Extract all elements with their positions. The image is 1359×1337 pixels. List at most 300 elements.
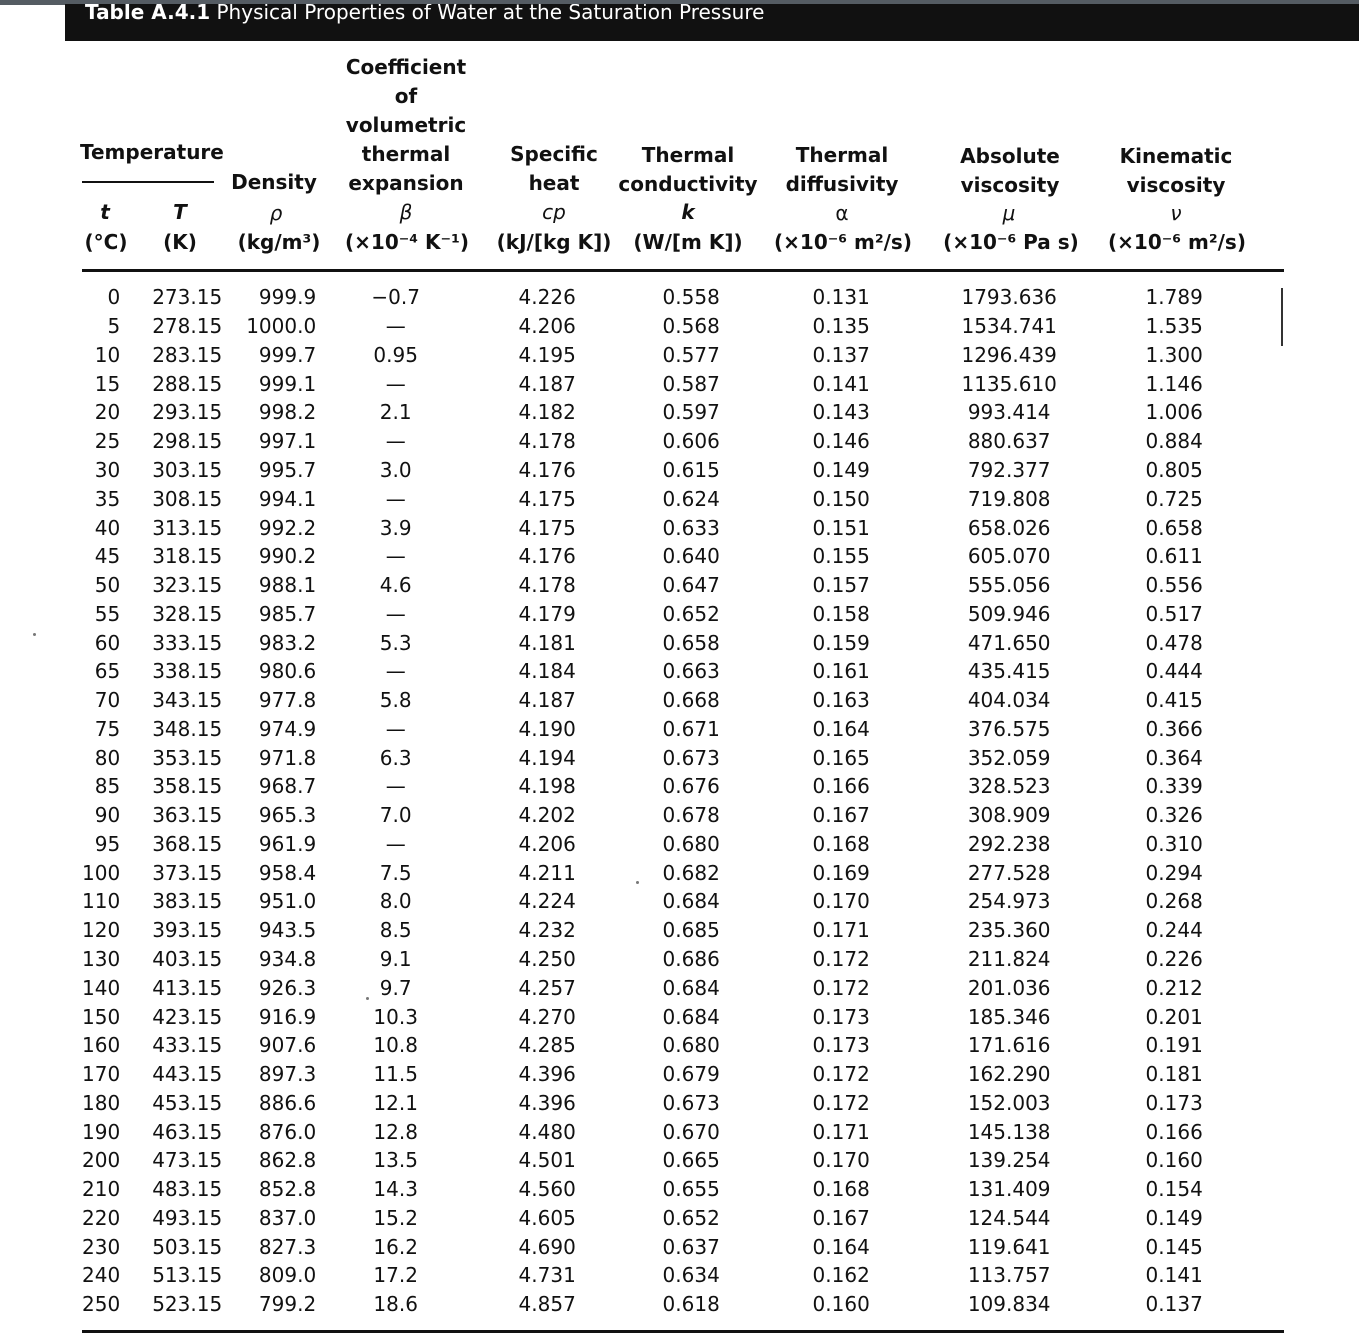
cell-t-celsius: 75 <box>94 716 121 741</box>
cell-density: 961.9 <box>258 831 317 856</box>
cell-abs-viscosity: 404.034 <box>967 688 1051 713</box>
cell-t-celsius: 45 <box>94 544 121 569</box>
cell-expansion: 12.8 <box>373 1119 418 1144</box>
header-thermal-diffusivity-line2: diffusivity <box>785 172 899 196</box>
cell-specific-heat: 4.224 <box>518 889 576 914</box>
table-row <box>82 1290 1249 1319</box>
header-specific-heat-line1: Specific <box>510 142 598 166</box>
cell-abs-viscosity: 880.637 <box>967 429 1051 454</box>
cell-kin-viscosity: 0.725 <box>1145 486 1203 511</box>
cell-T-kelvin: 318.15 <box>152 544 223 569</box>
symbol-t: t <box>100 200 110 224</box>
cell-diffusivity: 0.167 <box>812 1205 870 1230</box>
cell-diffusivity: 0.169 <box>812 860 870 885</box>
cell-expansion: — <box>385 716 406 741</box>
unit-beta: (×10⁻⁴ K⁻¹) <box>345 230 469 254</box>
cell-T-kelvin: 348.15 <box>152 716 223 741</box>
table-row <box>82 973 1249 1002</box>
cell-t-celsius: 220 <box>82 1205 121 1230</box>
cell-specific-heat: 4.187 <box>518 688 576 713</box>
cell-conductivity: 0.652 <box>662 1205 720 1230</box>
cell-conductivity: 0.685 <box>662 918 720 943</box>
table-row <box>82 628 1249 657</box>
cell-t-celsius: 50 <box>94 573 121 598</box>
cell-abs-viscosity: 658.026 <box>967 515 1051 540</box>
cell-conductivity: 0.577 <box>662 342 720 367</box>
cell-kin-viscosity: 1.006 <box>1145 400 1203 425</box>
cell-abs-viscosity: 328.523 <box>967 774 1051 799</box>
cell-specific-heat: 4.560 <box>518 1177 576 1202</box>
cell-abs-viscosity: 211.824 <box>967 946 1051 971</box>
cell-conductivity: 0.597 <box>662 400 720 425</box>
header-kinematic-viscosity-line2: viscosity <box>1126 173 1226 197</box>
cell-T-kelvin: 363.15 <box>152 803 223 828</box>
cell-abs-viscosity: 352.059 <box>967 745 1051 770</box>
cell-expansion: 5.8 <box>379 688 412 713</box>
cell-T-kelvin: 373.15 <box>152 860 223 885</box>
cell-t-celsius: 240 <box>82 1263 121 1288</box>
cell-specific-heat: 4.187 <box>518 371 576 396</box>
table-row <box>82 1117 1249 1146</box>
cell-diffusivity: 0.151 <box>812 515 870 540</box>
table-row <box>82 1002 1249 1031</box>
cell-expansion: 5.3 <box>379 630 412 655</box>
cell-abs-viscosity: 993.414 <box>967 400 1051 425</box>
cell-specific-heat: 4.480 <box>518 1119 576 1144</box>
cell-conductivity: 0.634 <box>662 1263 720 1288</box>
cell-expansion: — <box>385 774 406 799</box>
symbol-rho: ρ <box>269 201 283 225</box>
cell-expansion: 8.5 <box>379 918 412 943</box>
cell-T-kelvin: 423.15 <box>152 1004 223 1029</box>
header-coefficient-line4: thermal <box>361 142 451 166</box>
cell-specific-heat: 4.605 <box>518 1205 576 1230</box>
cell-diffusivity: 0.143 <box>812 400 870 425</box>
cell-specific-heat: 4.270 <box>518 1004 576 1029</box>
cell-conductivity: 0.558 <box>662 285 720 310</box>
cell-specific-heat: 4.857 <box>518 1292 576 1317</box>
cell-density: 985.7 <box>258 601 317 626</box>
cell-diffusivity: 0.172 <box>812 946 870 971</box>
cell-specific-heat: 4.194 <box>518 745 576 770</box>
cell-expansion: 3.9 <box>379 515 412 540</box>
cell-conductivity: 0.637 <box>662 1234 720 1259</box>
cell-conductivity: 0.606 <box>662 429 720 454</box>
cell-t-celsius: 160 <box>82 1033 121 1058</box>
table-row <box>82 369 1249 398</box>
cell-expansion: 13.5 <box>373 1148 418 1173</box>
table-row <box>82 686 1249 715</box>
cell-kin-viscosity: 0.294 <box>1145 860 1203 885</box>
table-row <box>82 945 1249 974</box>
cell-expansion: 0.95 <box>373 342 418 367</box>
table-title: Physical Properties of Water at the Saturation Pressure <box>216 4 765 24</box>
cell-kin-viscosity: 0.884 <box>1145 429 1203 454</box>
cell-diffusivity: 0.172 <box>812 1062 870 1087</box>
header-absolute-viscosity-line1: Absolute <box>960 144 1060 168</box>
cell-diffusivity: 0.149 <box>812 457 870 482</box>
cell-specific-heat: 4.501 <box>518 1148 576 1173</box>
cell-T-kelvin: 328.15 <box>152 601 223 626</box>
cell-conductivity: 0.655 <box>662 1177 720 1202</box>
cell-abs-viscosity: 131.409 <box>967 1177 1051 1202</box>
cell-specific-heat: 4.396 <box>518 1062 576 1087</box>
cell-T-kelvin: 283.15 <box>152 342 223 367</box>
cell-density: 992.2 <box>258 515 317 540</box>
cell-density: 852.8 <box>258 1177 317 1202</box>
table-row <box>82 1261 1249 1290</box>
header-coefficient <box>332 53 480 198</box>
cell-T-kelvin: 368.15 <box>152 831 223 856</box>
cell-density: 983.2 <box>258 630 317 655</box>
cell-expansion: 10.8 <box>373 1033 418 1058</box>
symbol-beta: β <box>399 200 413 224</box>
cell-kin-viscosity: 0.268 <box>1145 889 1203 914</box>
cell-density: 990.2 <box>258 544 317 569</box>
cell-abs-viscosity: 605.070 <box>967 544 1051 569</box>
table-row <box>82 341 1249 370</box>
cell-kin-viscosity: 0.160 <box>1145 1148 1203 1173</box>
cell-abs-viscosity: 171.616 <box>967 1033 1051 1058</box>
cell-conductivity: 0.678 <box>662 803 720 828</box>
cell-kin-viscosity: 0.173 <box>1145 1090 1203 1115</box>
symbol-mu: μ <box>1002 201 1016 225</box>
cell-abs-viscosity: 254.973 <box>967 889 1051 914</box>
symbol-nu: ν <box>1170 201 1182 225</box>
cell-T-kelvin: 503.15 <box>152 1234 223 1259</box>
cell-specific-heat: 4.178 <box>518 429 576 454</box>
table-row <box>82 542 1249 571</box>
table-row <box>82 801 1249 830</box>
cell-T-kelvin: 413.15 <box>152 975 223 1000</box>
cell-abs-viscosity: 185.346 <box>967 1004 1051 1029</box>
cell-abs-viscosity: 139.254 <box>967 1148 1051 1173</box>
cell-density: 943.5 <box>258 918 317 943</box>
cell-density: 999.1 <box>258 371 317 396</box>
cell-kin-viscosity: 0.244 <box>1145 918 1203 943</box>
cell-expansion: 8.0 <box>379 889 412 914</box>
table-row <box>82 1204 1249 1233</box>
cell-density: 799.2 <box>258 1292 317 1317</box>
cell-diffusivity: 0.166 <box>812 774 870 799</box>
table-row <box>82 858 1249 887</box>
cell-conductivity: 0.679 <box>662 1062 720 1087</box>
cell-density: 876.0 <box>258 1119 317 1144</box>
cell-abs-viscosity: 308.909 <box>967 803 1051 828</box>
cell-expansion: — <box>385 371 406 396</box>
cell-density: 974.9 <box>258 716 317 741</box>
cell-abs-viscosity: 509.946 <box>967 601 1051 626</box>
cell-kin-viscosity: 0.137 <box>1145 1292 1203 1317</box>
cell-conductivity: 0.624 <box>662 486 720 511</box>
cell-specific-heat: 4.257 <box>518 975 576 1000</box>
cell-density: 994.1 <box>258 486 317 511</box>
cell-t-celsius: 65 <box>94 659 121 684</box>
cell-t-celsius: 230 <box>82 1234 121 1259</box>
cell-conductivity: 0.658 <box>662 630 720 655</box>
cell-conductivity: 0.676 <box>662 774 720 799</box>
header-absolute-viscosity <box>940 142 1080 200</box>
cell-kin-viscosity: 0.415 <box>1145 688 1203 713</box>
cell-abs-viscosity: 109.834 <box>967 1292 1051 1317</box>
cell-specific-heat: 4.182 <box>518 400 576 425</box>
unit-alpha: (×10⁻⁶ m²/s) <box>774 230 912 254</box>
cell-conductivity: 0.684 <box>662 889 720 914</box>
cell-diffusivity: 0.161 <box>812 659 870 684</box>
cell-abs-viscosity: 1135.610 <box>961 371 1057 396</box>
cell-T-kelvin: 443.15 <box>152 1062 223 1087</box>
header-kinematic-viscosity-line1: Kinematic <box>1119 144 1233 168</box>
cell-density: 951.0 <box>258 889 317 914</box>
cell-T-kelvin: 358.15 <box>152 774 223 799</box>
cell-conductivity: 0.615 <box>662 457 720 482</box>
cell-expansion: — <box>385 429 406 454</box>
cell-T-kelvin: 313.15 <box>152 515 223 540</box>
cell-density: 886.6 <box>258 1090 317 1115</box>
scan-speck <box>366 997 369 1000</box>
cell-conductivity: 0.680 <box>662 1033 720 1058</box>
cell-T-kelvin: 343.15 <box>152 688 223 713</box>
cell-density: 988.1 <box>258 573 317 598</box>
cell-t-celsius: 25 <box>94 429 121 454</box>
cell-density: 827.3 <box>258 1234 317 1259</box>
cell-kin-viscosity: 0.166 <box>1145 1119 1203 1144</box>
cell-kin-viscosity: 1.789 <box>1145 285 1203 310</box>
cell-conductivity: 0.663 <box>662 659 720 684</box>
cell-kin-viscosity: 0.226 <box>1145 946 1203 971</box>
cell-density: 997.1 <box>258 429 317 454</box>
header-coefficient-line1: Coefficient <box>345 55 467 79</box>
cell-specific-heat: 4.176 <box>518 457 576 482</box>
cell-diffusivity: 0.172 <box>812 975 870 1000</box>
symbol-k: k <box>681 200 695 224</box>
cell-diffusivity: 0.173 <box>812 1004 870 1029</box>
cell-diffusivity: 0.171 <box>812 918 870 943</box>
unit-T: (K) <box>163 230 197 254</box>
cell-expansion: 3.0 <box>379 457 412 482</box>
cell-diffusivity: 0.164 <box>812 716 870 741</box>
table-row <box>82 513 1249 542</box>
cell-t-celsius: 100 <box>82 860 121 885</box>
cell-conductivity: 0.673 <box>662 745 720 770</box>
cell-expansion: 4.6 <box>379 573 412 598</box>
cell-kin-viscosity: 0.181 <box>1145 1062 1203 1087</box>
cell-diffusivity: 0.155 <box>812 544 870 569</box>
cell-density: 980.6 <box>258 659 317 684</box>
cell-density: 897.3 <box>258 1062 317 1087</box>
cell-conductivity: 0.640 <box>662 544 720 569</box>
header-thermal-conductivity-line1: Thermal <box>641 143 735 167</box>
table-row <box>82 312 1249 341</box>
symbol-cp-text: cp <box>542 200 566 224</box>
cell-kin-viscosity: 0.145 <box>1145 1234 1203 1259</box>
cell-kin-viscosity: 0.556 <box>1145 573 1203 598</box>
cell-specific-heat: 4.250 <box>518 946 576 971</box>
cell-diffusivity: 0.160 <box>812 1292 870 1317</box>
cell-kin-viscosity: 0.212 <box>1145 975 1203 1000</box>
cell-density: 999.7 <box>258 342 317 367</box>
cell-kin-viscosity: 1.535 <box>1145 314 1203 339</box>
cell-kin-viscosity: 0.478 <box>1145 630 1203 655</box>
cell-conductivity: 0.665 <box>662 1148 720 1173</box>
cell-density: 1000.0 <box>246 314 317 339</box>
cell-kin-viscosity: 0.339 <box>1145 774 1203 799</box>
cell-diffusivity: 0.141 <box>812 371 870 396</box>
cell-t-celsius: 250 <box>82 1292 121 1317</box>
cell-t-celsius: 5 <box>107 314 121 339</box>
cell-kin-viscosity: 0.141 <box>1145 1263 1203 1288</box>
cell-T-kelvin: 308.15 <box>152 486 223 511</box>
cell-kin-viscosity: 0.658 <box>1145 515 1203 540</box>
cell-abs-viscosity: 162.290 <box>967 1062 1051 1087</box>
temperature-underline <box>82 181 214 183</box>
cell-diffusivity: 0.159 <box>812 630 870 655</box>
table-row <box>82 1232 1249 1261</box>
cell-T-kelvin: 323.15 <box>152 573 223 598</box>
cell-T-kelvin: 453.15 <box>152 1090 223 1115</box>
cell-conductivity: 0.686 <box>662 946 720 971</box>
table-row <box>82 657 1249 686</box>
scan-speck <box>636 881 639 884</box>
cell-conductivity: 0.684 <box>662 975 720 1000</box>
cell-diffusivity: 0.170 <box>812 1148 870 1173</box>
cell-diffusivity: 0.158 <box>812 601 870 626</box>
cell-specific-heat: 4.178 <box>518 573 576 598</box>
cell-T-kelvin: 493.15 <box>152 1205 223 1230</box>
cell-specific-heat: 4.226 <box>518 285 576 310</box>
cell-expansion: 15.2 <box>373 1205 418 1230</box>
cell-t-celsius: 20 <box>94 400 121 425</box>
cell-T-kelvin: 288.15 <box>152 371 223 396</box>
cell-expansion: −0.7 <box>371 285 420 310</box>
cell-t-celsius: 80 <box>94 745 121 770</box>
cell-density: 965.3 <box>258 803 317 828</box>
cell-conductivity: 0.671 <box>662 716 720 741</box>
cell-T-kelvin: 523.15 <box>152 1292 223 1317</box>
header-thermal-diffusivity <box>772 141 912 199</box>
cell-expansion: 7.5 <box>379 860 412 885</box>
cell-expansion: — <box>385 659 406 684</box>
table-bottom-rule <box>82 1330 1284 1333</box>
cell-kin-viscosity: 0.805 <box>1145 457 1203 482</box>
cell-conductivity: 0.618 <box>662 1292 720 1317</box>
cell-t-celsius: 130 <box>82 946 121 971</box>
unit-k: (W/[m K]) <box>633 230 743 254</box>
table-row <box>82 1031 1249 1060</box>
cell-kin-viscosity: 1.146 <box>1145 371 1203 396</box>
table-row <box>82 484 1249 513</box>
cell-density: 837.0 <box>258 1205 317 1230</box>
cell-abs-viscosity: 152.003 <box>967 1090 1051 1115</box>
cell-diffusivity: 0.168 <box>812 1177 870 1202</box>
margin-bar <box>1281 288 1283 346</box>
cell-specific-heat: 4.198 <box>518 774 576 799</box>
cell-expansion: 18.6 <box>373 1292 418 1317</box>
cell-abs-viscosity: 235.360 <box>967 918 1051 943</box>
cell-conductivity: 0.668 <box>662 688 720 713</box>
cell-diffusivity: 0.173 <box>812 1033 870 1058</box>
cell-abs-viscosity: 555.056 <box>967 573 1051 598</box>
cell-expansion: 2.1 <box>379 400 412 425</box>
unit-t: (°C) <box>84 230 128 254</box>
cell-expansion: 16.2 <box>373 1234 418 1259</box>
cell-diffusivity: 0.146 <box>812 429 870 454</box>
cell-diffusivity: 0.167 <box>812 803 870 828</box>
cell-T-kelvin: 303.15 <box>152 457 223 482</box>
cell-density: 926.3 <box>258 975 317 1000</box>
cell-diffusivity: 0.162 <box>812 1263 870 1288</box>
header-absolute-viscosity-line2: viscosity <box>960 173 1060 197</box>
cell-t-celsius: 15 <box>94 371 121 396</box>
table-row <box>82 571 1249 600</box>
cell-kin-viscosity: 0.517 <box>1145 601 1203 626</box>
cell-specific-heat: 4.731 <box>518 1263 576 1288</box>
cell-diffusivity: 0.170 <box>812 889 870 914</box>
cell-specific-heat: 4.206 <box>518 314 576 339</box>
cell-density: 907.6 <box>258 1033 317 1058</box>
cell-t-celsius: 190 <box>82 1119 121 1144</box>
cell-T-kelvin: 433.15 <box>152 1033 223 1058</box>
cell-specific-heat: 4.206 <box>518 831 576 856</box>
cell-abs-viscosity: 145.138 <box>967 1119 1051 1144</box>
cell-kin-viscosity: 0.154 <box>1145 1177 1203 1202</box>
cell-density: 999.9 <box>258 285 317 310</box>
data-table <box>82 283 1249 1319</box>
cell-conductivity: 0.673 <box>662 1090 720 1115</box>
header-bottom-rule <box>82 269 1284 272</box>
header-thermal-conductivity-line2: conductivity <box>618 172 758 196</box>
cell-density: 934.8 <box>258 946 317 971</box>
cell-abs-viscosity: 435.415 <box>967 659 1051 684</box>
cell-kin-viscosity: 0.444 <box>1145 659 1203 684</box>
header-coefficient-line2: of <box>394 84 418 108</box>
cell-expansion: 7.0 <box>379 803 412 828</box>
cell-density: 995.7 <box>258 457 317 482</box>
cell-kin-viscosity: 0.310 <box>1145 831 1203 856</box>
unit-mu: (×10⁻⁶ Pa s) <box>943 230 1079 254</box>
cell-diffusivity: 0.164 <box>812 1234 870 1259</box>
table-row <box>82 1088 1249 1117</box>
cell-t-celsius: 90 <box>94 803 121 828</box>
cell-conductivity: 0.568 <box>662 314 720 339</box>
cell-conductivity: 0.652 <box>662 601 720 626</box>
cell-specific-heat: 4.232 <box>518 918 576 943</box>
cell-conductivity: 0.587 <box>662 371 720 396</box>
cell-t-celsius: 55 <box>94 601 121 626</box>
cell-expansion: — <box>385 314 406 339</box>
cell-t-celsius: 35 <box>94 486 121 511</box>
cell-density: 977.8 <box>258 688 317 713</box>
cell-T-kelvin: 298.15 <box>152 429 223 454</box>
cell-T-kelvin: 513.15 <box>152 1263 223 1288</box>
cell-conductivity: 0.647 <box>662 573 720 598</box>
cell-density: 968.7 <box>258 774 317 799</box>
header-coefficient-line5: expansion <box>348 171 464 195</box>
cell-expansion: 17.2 <box>373 1263 418 1288</box>
cell-t-celsius: 0 <box>107 285 121 310</box>
cell-conductivity: 0.684 <box>662 1004 720 1029</box>
cell-specific-heat: 4.175 <box>518 515 576 540</box>
cell-t-celsius: 110 <box>82 889 121 914</box>
cell-T-kelvin: 333.15 <box>152 630 223 655</box>
cell-abs-viscosity: 277.528 <box>967 860 1051 885</box>
cell-specific-heat: 4.190 <box>518 716 576 741</box>
cell-diffusivity: 0.137 <box>812 342 870 367</box>
scan-speck <box>33 633 36 636</box>
cell-t-celsius: 150 <box>82 1004 121 1029</box>
cell-T-kelvin: 463.15 <box>152 1119 223 1144</box>
cell-expansion: 9.7 <box>379 975 412 1000</box>
